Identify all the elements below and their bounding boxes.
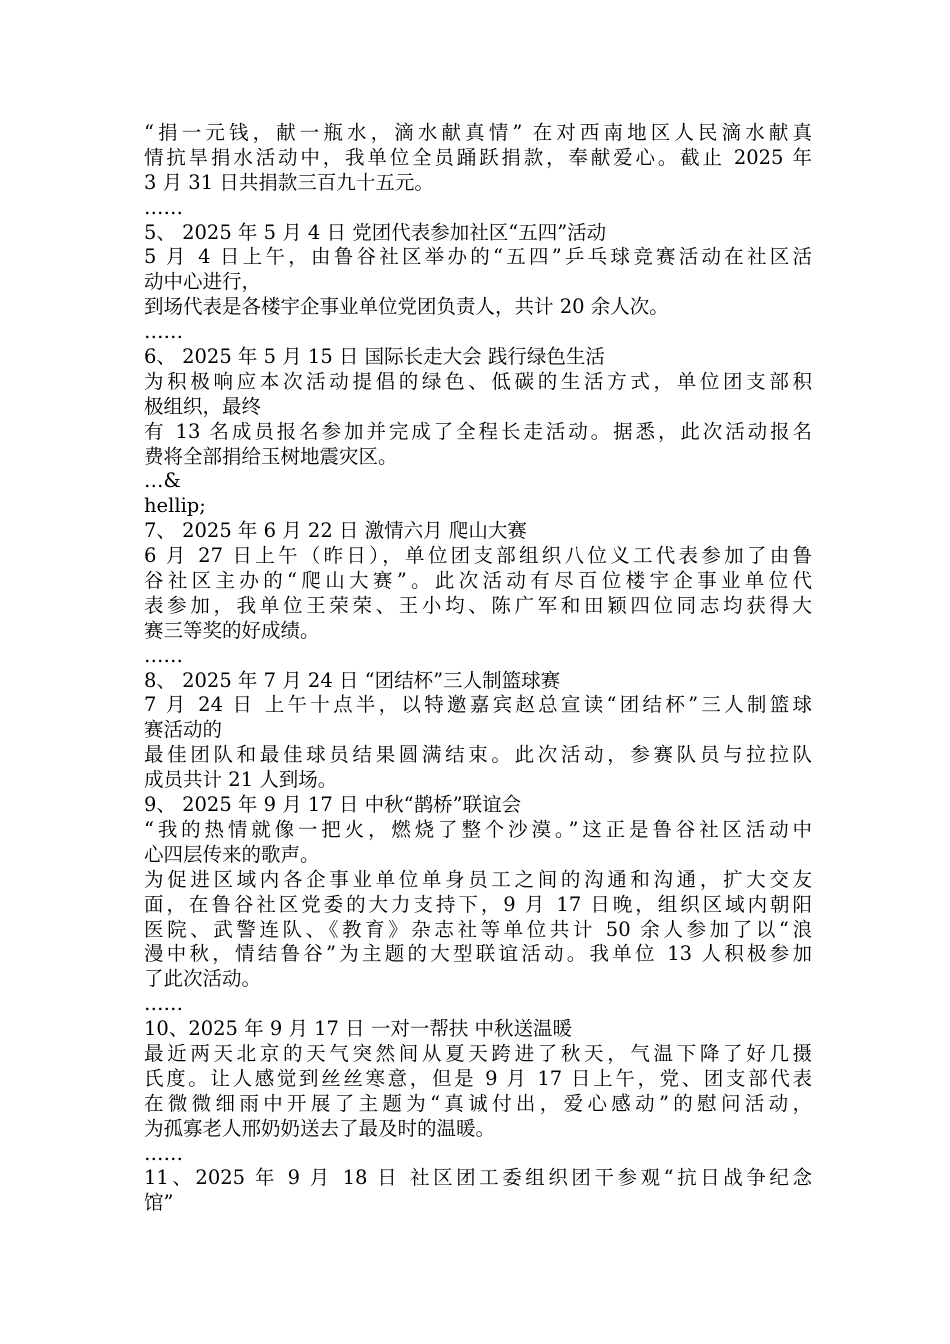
text-line: …& xyxy=(144,469,181,493)
text-line: 9、 2025 年 9 月 17 日 中秋“鹊桥”联谊会 xyxy=(144,793,522,817)
text-line: 情抗旱捐水活动中，我单位全员踊跃捐款，奉献爱心。截止 2025 年 xyxy=(144,145,812,169)
text-line: 最佳团队和最佳球员结果圆满结束。此次活动，参赛队员与拉拉队 xyxy=(144,743,812,767)
text-line: 5 月 4 日上午，由鲁谷社区举办的“五四”乒乓球竞赛活动在社区活 xyxy=(144,245,812,269)
text-line: 在微微细雨中开展了主题为“真诚付出，爱心感动”的慰问活动， xyxy=(144,1091,812,1115)
text-line: 面，在鲁谷社区党委的大力支持下，9 月 17 日晚，组织区域内朝阳 xyxy=(144,892,812,916)
text-line: 7 月 24 日 上午十点半，以特邀嘉宾赵总宣读“团结杯”三人制篮球 xyxy=(144,693,812,717)
text-line: 到场代表是各楼宇企事业单位党团负责人，共计 20 余人次。 xyxy=(144,295,669,319)
text-line: 动中心进行， xyxy=(144,270,262,294)
text-line: 5、 2025 年 5 月 4 日 党团代表参加社区“五四”活动 xyxy=(144,220,607,244)
text-line: 赛活动的 xyxy=(144,718,223,742)
text-line: 医院、武警连队、《教育》杂志社等单位共计 50 余人参加了以“浪 xyxy=(144,917,812,941)
text-line: 氏度。让人感觉到丝丝寒意，但是 9 月 17 日上午，党、团支部代表 xyxy=(144,1066,812,1090)
text-line: 8、 2025 年 7 月 24 日 “团结杯”三人制篮球赛 xyxy=(144,668,561,692)
text-line: 6、 2025 年 5 月 15 日 国际长走大会 践行绿色生活 xyxy=(144,345,605,369)
text-line: 谷社区主办的“爬山大赛”。此次活动有尽百位楼宇企事业单位代 xyxy=(144,569,812,593)
text-line: 6 月 27 日上午（昨日），单位团支部组织八位义工代表参加了由鲁 xyxy=(144,544,812,568)
text-line: 为孤寡老人邢奶奶送去了最及时的温暖。 xyxy=(144,1116,496,1140)
text-line: …… xyxy=(144,1141,183,1165)
text-line: 为积极响应本次活动提倡的绿色、低碳的生活方式，单位团支部积 xyxy=(144,369,812,393)
text-line: 心四层传来的歌声。 xyxy=(144,842,320,866)
text-line: 极组织，最终 xyxy=(144,394,262,418)
text-line: 10、2025 年 9 月 17 日 一对一帮扶 中秋送温暖 xyxy=(144,1017,573,1041)
text-line: …… xyxy=(144,195,183,219)
text-line: 了此次活动。 xyxy=(144,967,262,991)
text-line: 表参加，我单位王荣荣、王小均、陈广军和田颖四位同志均获得大 xyxy=(144,593,812,617)
text-line: 漫中秋，情结鲁谷”为主题的大型联谊活动。我单位 13 人积极参加 xyxy=(144,942,812,966)
text-line: “我的热情就像一把火，燃烧了整个沙漠。”这正是鲁谷社区活动中 xyxy=(144,817,812,841)
text-line: …… xyxy=(144,320,183,344)
text-line: …… xyxy=(144,992,183,1016)
document-page xyxy=(144,121,812,1216)
text-line: 有 13 名成员报名参加并完成了全程长走活动。据悉，此次活动报名 xyxy=(144,419,812,443)
text-line: 馆” xyxy=(144,1191,174,1215)
text-line: 7、 2025 年 6 月 22 日 激情六月 爬山大赛 xyxy=(144,519,527,543)
text-line: 费将全部捐给玉树地震灾区。 xyxy=(144,444,398,468)
text-line: “捐一元钱，献一瓶水，滴水献真情” 在对西南地区人民滴水献真 xyxy=(144,121,812,144)
text-line: 11、2025 年 9 月 18 日 社区团工委组织团干参观“抗日战争纪念 xyxy=(144,1166,812,1190)
text-line: 赛三等奖的好成绩。 xyxy=(144,618,320,642)
text-line: 最近两天北京的天气突然间从夏天跨进了秋天，气温下降了好几摄 xyxy=(144,1041,812,1065)
text-line: …… xyxy=(144,643,183,667)
text-line: hellip; xyxy=(144,494,206,518)
text-line: 为促进区域内各企事业单位单身员工之间的沟通和沟通，扩大交友 xyxy=(144,867,812,891)
text-line: 3 月 31 日共捐款三百九十五元。 xyxy=(144,170,434,194)
text-line: 成员共计 21 人到场。 xyxy=(144,768,338,792)
